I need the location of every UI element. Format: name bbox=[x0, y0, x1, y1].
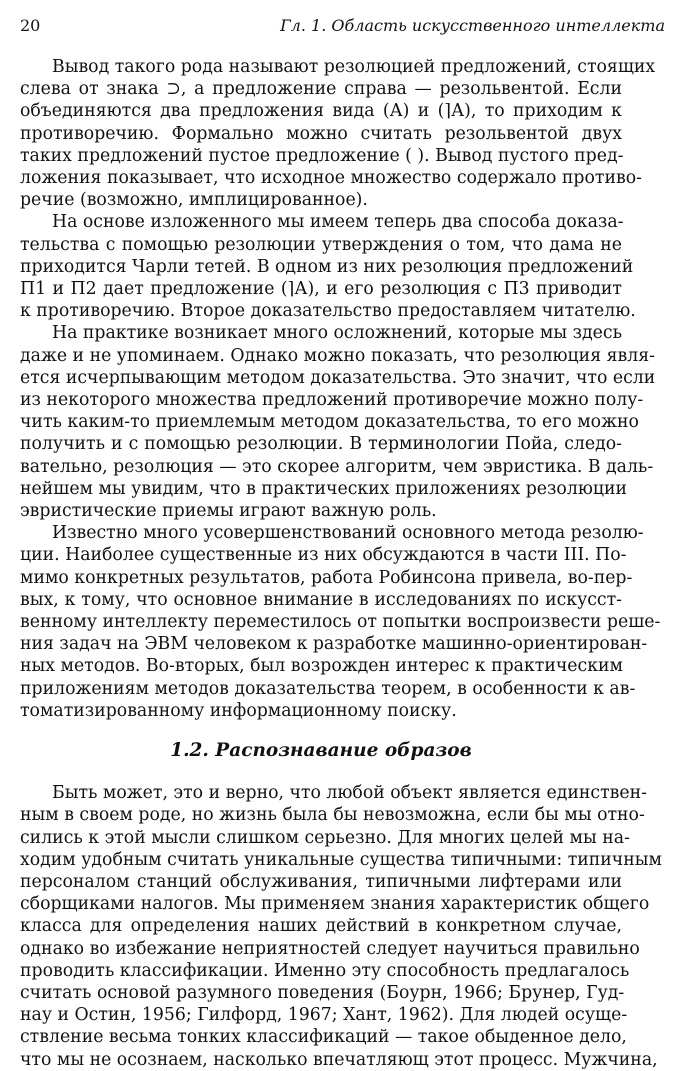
text-line: томатизированному информационному поиску. bbox=[20, 700, 457, 721]
text-line: персоналом станций обслуживания, типичными лифтерами или bbox=[20, 871, 622, 892]
text-line: мимо конкретных результатов, работа Робинсона привела, во-пер- bbox=[20, 567, 633, 588]
text-line: приложениям методов доказательства теорем, в особенности к ав- bbox=[20, 678, 636, 699]
text-line: ния задач на ЭВМ человеком к разработке машинно-ориентирован- bbox=[20, 634, 648, 655]
text-line: ствление весьма тонких классификаций — такое обыденное дело, bbox=[20, 1027, 627, 1048]
paragraph-pattern-recognition bbox=[20, 782, 662, 1071]
text-line: слева от знака ⊃, а предложение справа — резольвентой. Если bbox=[20, 79, 622, 100]
text-line: вых, к тому, что основное внимание в исследованиях по искусст- bbox=[20, 589, 622, 610]
paragraph-improvements bbox=[20, 522, 661, 722]
running-title: Гл. 1. Область искусственного интеллекта bbox=[280, 16, 665, 35]
paragraph-resolution-definition bbox=[20, 56, 656, 211]
text-line: На практике возникает много осложнений, которые мы здесь bbox=[52, 323, 622, 344]
text-line: получить и с помощью резолюции. В терминологии Пойа, следо- bbox=[20, 434, 622, 455]
text-line: ходим удобным считать уникальные существа типичными: типичным bbox=[20, 849, 662, 870]
body-text bbox=[20, 56, 662, 1071]
text-line: нейшем мы увидим, что в практических приложениях резолюции bbox=[20, 478, 628, 499]
text-line: эвристические приемы играют важную роль. bbox=[20, 501, 437, 522]
text-line: что мы не осознаем, насколько впечатляющ этот процесс. Мужчина, bbox=[20, 1049, 658, 1070]
text-line: ется исчерпывающим методом доказательства. Это значит, что если bbox=[20, 367, 656, 388]
text-line: к противоречию. Второе доказательство предоставляем читателю. bbox=[20, 301, 636, 322]
text-line: Быть может, это и верно, что любой объект является единствен- bbox=[52, 783, 647, 804]
text-line: вательно, резолюция — это скорее алгоритм, чем эвристика. В даль- bbox=[20, 456, 654, 477]
text-line: таких предложений пустое предложение ( ). Вывод пустого пред- bbox=[20, 145, 624, 166]
text-line: ных методов. Во-вторых, был возрожден интерес к практическим bbox=[20, 656, 623, 677]
text-line: ложения показывает, что исходное множество содержало противо- bbox=[20, 168, 642, 189]
text-line: проводить классификации. Именно эту способность предлагалось bbox=[20, 960, 630, 981]
text-line: ным в своем роде, но жизнь была бы невозможна, если бы мы отно- bbox=[20, 805, 645, 826]
text-line: На основе изложенного мы имеем теперь два способа доказа- bbox=[52, 212, 624, 233]
text-line: однако во избежание неприятностей следует научиться правильно bbox=[20, 938, 640, 959]
paragraph-two-proofs bbox=[20, 211, 636, 322]
text-line: класса для определения наших действий в конкретном случае, bbox=[20, 916, 622, 937]
section-heading: 1.2. Распознавание образов bbox=[170, 740, 472, 762]
text-line: Известно много усовершенствований основного метода резолю- bbox=[52, 523, 644, 544]
text-line: тельства с помощью резолюции утверждения о том, что дама не bbox=[20, 234, 622, 255]
text-line: из некоторого множества предложений противоречие можно полу- bbox=[20, 390, 644, 411]
text-line: чить каким-то приемлемым методом доказательства, то его можно bbox=[20, 412, 639, 433]
text-line: венному интеллекту переместилось от попытки воспроизвести реше- bbox=[20, 612, 661, 633]
text-line: даже и не упоминаем. Однако можно показать, что резолюция явля- bbox=[20, 345, 655, 366]
page-header bbox=[20, 14, 665, 38]
text-line: речие (возможно, имплицированное). bbox=[20, 190, 368, 211]
text-line: П1 и П2 дает предложение (⌉А), и его резолюция с П3 приводит bbox=[20, 279, 622, 300]
text-line: считать основой разумного поведения (Боурн, 1966; Брунер, Гуд- bbox=[20, 982, 625, 1003]
page-number: 20 bbox=[20, 16, 41, 35]
text-line: нау и Остин, 1956; Гилфорд, 1967; Хант, 1962). Для людей осуще- bbox=[20, 1005, 628, 1026]
text-line: приходится Чарли тетей. В одном из них резолюция предложений bbox=[20, 256, 634, 277]
text-line: объединяются два предложения вида (А) и (⌉А), то приходим к bbox=[20, 101, 622, 122]
text-line: ции. Наиболее существенные из них обсуждаются в части III. По- bbox=[20, 545, 627, 566]
text-line: противоречию. Формально можно считать резольвентой двух bbox=[20, 123, 622, 144]
text-line: Вывод такого рода называют резолюцией предложений, стоящих bbox=[52, 57, 656, 77]
text-line: сились к этой мысли слишком серьезно. Для многих целей мы на- bbox=[20, 827, 630, 848]
paragraph-practical-complications bbox=[20, 322, 656, 522]
text-line: сборщиками налогов. Мы применяем знания характеристик общего bbox=[20, 894, 650, 915]
